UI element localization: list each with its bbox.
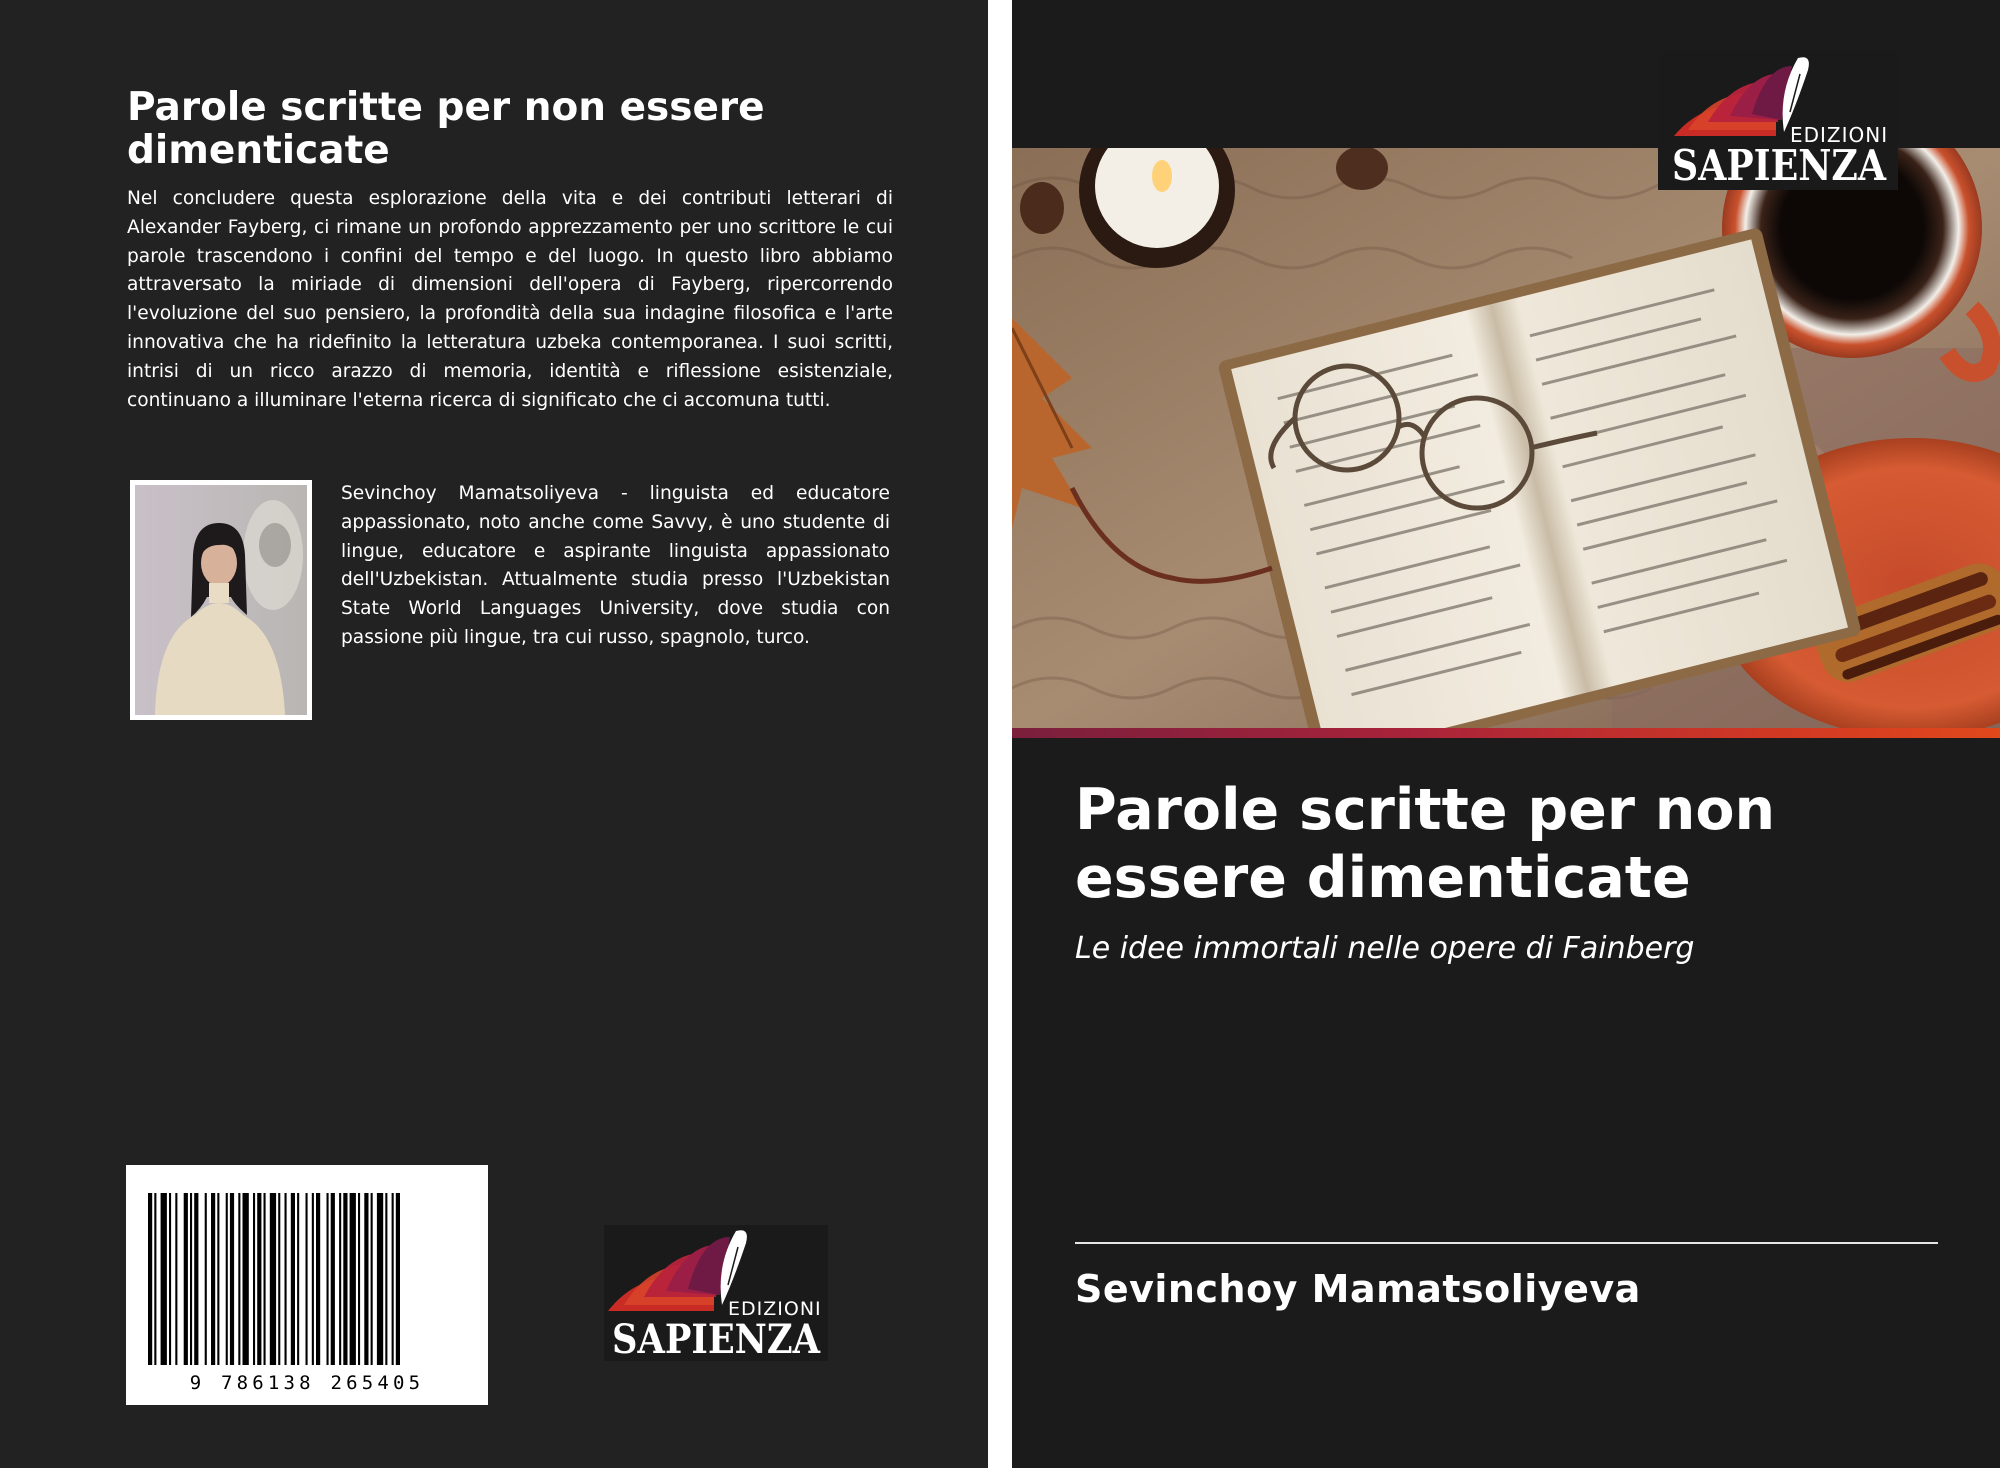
barcode-bar [358, 1193, 360, 1365]
barcode-bar [238, 1193, 240, 1365]
barcode-bar [396, 1193, 400, 1365]
publisher-small-label: EDIZIONI [728, 1298, 822, 1320]
barcode-bar [377, 1193, 383, 1365]
barcode-bar [190, 1193, 192, 1365]
barcode [126, 1165, 488, 1405]
barcode-bar [243, 1193, 249, 1365]
barcode-bar [392, 1193, 394, 1365]
barcode-bar [161, 1193, 167, 1365]
barcode-bar [226, 1193, 228, 1365]
barcode-bar [278, 1193, 280, 1365]
barcode-bar [364, 1193, 368, 1365]
barcode-bar [327, 1193, 329, 1365]
barcode-bar [230, 1193, 234, 1365]
barcode-bar [211, 1193, 215, 1365]
barcode-bar [257, 1193, 261, 1365]
barcode-bar [205, 1193, 207, 1365]
publisher-large-label: SAPIENZA [612, 1316, 821, 1361]
front-cover-author: Sevinchoy Mamatsoliyeva [1075, 1267, 1641, 1311]
front-cover-title: Parole scritte per non essere dimenticate [1075, 777, 1776, 911]
back-cover-blurb: Nel concludere questa esplorazione della vita e dei contributi letterari di Alexander Fayberg, ci rimane un profondo apprezzamento per uno scrittore le cui parole trascendono i confini del tempo e del luogo. In questo libro abbiamo attraversato la miriade di dimensioni dell'opera di Fayberg, ripercorrendo l'evoluzione del suo pensiero, la profondità della sua indagine filosofica e l'arte innovativa che ha ridefinito la letteratura uzbeka contemporanea. I suoi scritti, intrisi di un ricco arazzo di memoria, identità e riflessione esistenziale, continuano a illuminare l'eterna ricerca di significato che ci accomuna tutti. [127, 188, 893, 411]
author-bio: Sevinchoy Mamatsoliyeva - linguista ed educatore appassionato, noto anche come Savvy, è uno studente di lingue, educatore e aspirante linguista appassionato dell'Uzbekistan. Attualmente studia presso l'Uzbekistan State World Languages University, dove studia con passione più lingue, tra cui russo, spagnolo, turco. [341, 483, 890, 648]
barcode-bar [217, 1193, 219, 1365]
author-divider [1075, 1242, 1938, 1244]
author-photo [130, 480, 312, 720]
accent-gradient-bar [1012, 728, 2000, 738]
barcode-digits: 9 786138 265405 [189, 1372, 425, 1394]
barcode-bar [343, 1193, 347, 1365]
barcode-bar [371, 1193, 373, 1365]
barcode-bar [291, 1193, 295, 1365]
front-cover-subtitle: Le idee immortali nelle opere di Fainberg [1075, 931, 1695, 966]
barcode-bar [175, 1193, 177, 1365]
back-cover-title: Parole scritte per non essere dimenticate [127, 85, 765, 173]
barcode-bar [194, 1193, 198, 1365]
barcode-bar [339, 1193, 341, 1365]
cover-photo-book-and-coffee [1012, 148, 2000, 728]
back-publisher-logo [604, 1225, 828, 1361]
barcode-bar [385, 1193, 387, 1365]
spine-gap [988, 0, 1012, 1468]
barcode-bar [154, 1193, 156, 1365]
back-cover [0, 0, 988, 1468]
barcode-bar [270, 1193, 276, 1365]
publisher-small-label: EDIZIONI [1790, 123, 1889, 147]
publisher-large-label: SAPIENZA [1672, 141, 1888, 190]
barcode-bar [350, 1193, 356, 1365]
barcode-bar [312, 1193, 314, 1365]
barcode-bar [297, 1193, 299, 1365]
barcode-bar [148, 1193, 152, 1365]
barcode-bar [316, 1193, 320, 1365]
barcode-bar [184, 1193, 188, 1365]
barcode-bar [264, 1193, 266, 1365]
barcode-bar [169, 1193, 171, 1365]
barcode-bar [253, 1193, 255, 1365]
front-cover [1012, 0, 2000, 1468]
barcode-bar [285, 1193, 287, 1365]
front-publisher-logo [1658, 50, 1898, 190]
barcode-bar [306, 1193, 308, 1365]
barcode-bar [331, 1193, 335, 1365]
